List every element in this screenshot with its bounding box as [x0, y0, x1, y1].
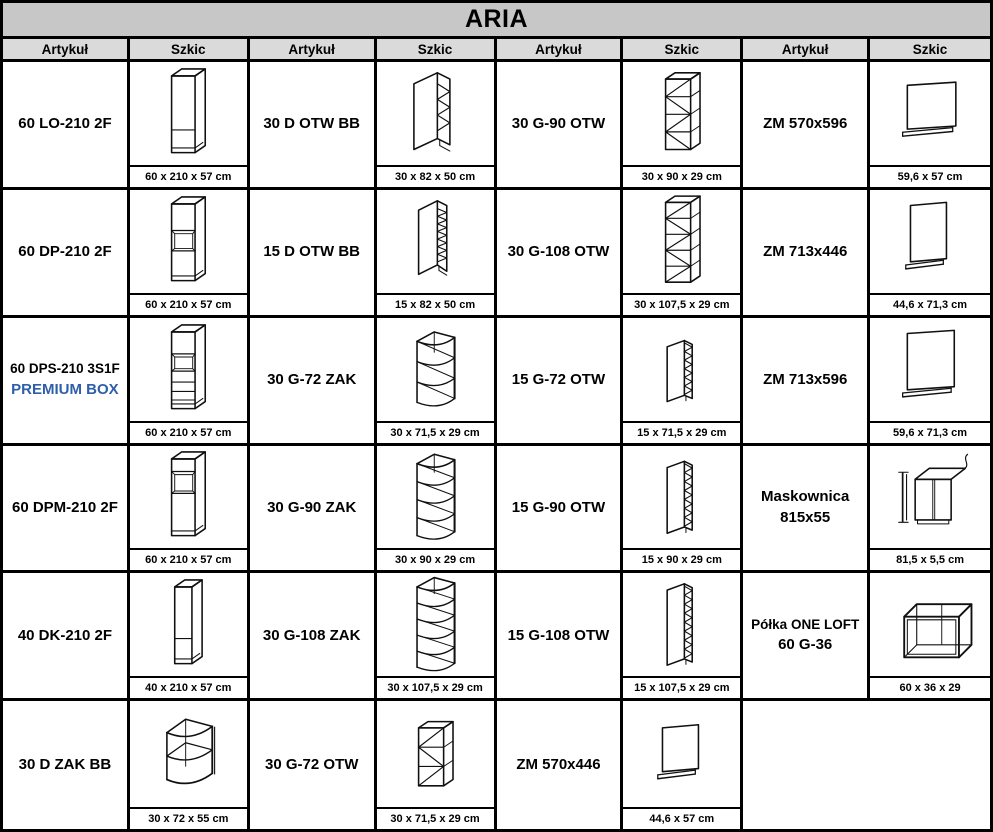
product-code: ZM 570x596 [763, 115, 848, 133]
szkic-cell [377, 62, 497, 190]
sketch-maskownica [870, 446, 990, 549]
corner-wall-5-drawing [392, 576, 478, 673]
sketch-tall-2f-40 [130, 573, 247, 676]
panel-713x446-drawing [887, 193, 973, 290]
dimension-caption: 15 x 107,5 x 29 cm [623, 676, 740, 698]
wall-open-3-drawing [392, 706, 478, 803]
sketch-base-open-30 [377, 62, 494, 165]
sketch-loft-shelf [870, 573, 990, 676]
product-code: 60 LO-210 2F [18, 115, 112, 133]
column-header-artykul: Artykuł [3, 39, 130, 62]
column-header-artykul: Artykuł [743, 39, 870, 62]
dimension-caption: 60 x 210 x 57 cm [130, 421, 247, 443]
sketch-corner-wall-5 [377, 573, 494, 676]
product-code: Maskownica [760, 488, 850, 506]
product-code: 60 DP-210 2F [18, 243, 112, 261]
artykul-cell [497, 446, 624, 574]
product-code: 30 G-72 ZAK [267, 371, 357, 389]
tall-mw-drawing [145, 448, 231, 545]
szkic-cell [623, 190, 743, 318]
artykul-cell [250, 318, 377, 446]
artykul-cell [497, 62, 624, 190]
product-code: Półka ONE LOFT [751, 617, 860, 633]
sketch-panel-570x446 [623, 701, 740, 807]
sketch-corner-base-open [130, 701, 247, 807]
szkic-cell [870, 190, 990, 318]
tall-oven-drawing [145, 193, 231, 290]
dimension-caption: 44,6 x 57 cm [623, 807, 740, 829]
szkic-cell [623, 446, 743, 574]
product-code: 30 G-108 OTW [507, 243, 610, 261]
panel-570x596-drawing [887, 65, 973, 162]
loft-shelf-drawing [887, 576, 973, 673]
column-header-artykul: Artykuł [250, 39, 377, 62]
artykul-cell [497, 701, 624, 829]
sketch-wall-open-n15-3 [623, 318, 740, 421]
product-code: 15 G-108 OTW [507, 626, 610, 644]
column-header-szkic: Szkic [623, 39, 743, 62]
szkic-cell [870, 446, 990, 574]
sketch-panel-713x596 [870, 318, 990, 421]
dimension-caption: 30 x 107,5 x 29 cm [377, 676, 494, 698]
szkic-cell [130, 573, 250, 701]
product-code: ZM 713x596 [763, 371, 848, 389]
szkic-cell [377, 446, 497, 574]
szkic-cell [623, 62, 743, 190]
artykul-cell [497, 573, 624, 701]
artykul-cell [3, 701, 130, 829]
panel-713x596-drawing [887, 321, 973, 418]
maskownica-drawing [887, 448, 973, 545]
corner-wall-4-drawing [392, 448, 478, 545]
artykul-cell [743, 62, 870, 190]
product-code-secondary: PREMIUM BOX [11, 380, 119, 398]
artykul-cell [250, 62, 377, 190]
wall-open-5-drawing [639, 193, 725, 290]
szkic-cell [623, 318, 743, 446]
base-open-30-drawing [392, 65, 478, 162]
artykul-cell [250, 573, 377, 701]
corner-wall-3-drawing [392, 321, 478, 418]
szkic-cell [870, 62, 990, 190]
szkic-cell [130, 446, 250, 574]
artykul-cell [743, 446, 870, 574]
dimension-caption: 30 x 90 x 29 cm [377, 548, 494, 570]
sketch-wall-open-3 [377, 701, 494, 807]
szkic-cell [130, 190, 250, 318]
corner-base-open-drawing [145, 706, 231, 803]
product-code: 15 G-90 OTW [511, 498, 606, 516]
sketch-panel-713x446 [870, 190, 990, 293]
szkic-cell [130, 701, 250, 829]
dimension-caption: 30 x 71,5 x 29 cm [377, 421, 494, 443]
dimension-caption: 60 x 210 x 57 cm [130, 548, 247, 570]
product-code: 60 DPM-210 2F [11, 498, 118, 516]
dimension-caption: 30 x 71,5 x 29 cm [377, 807, 494, 829]
sketch-tall-mw [130, 446, 247, 549]
dimension-caption: 15 x 82 x 50 cm [377, 293, 494, 315]
product-code: 30 G-108 ZAK [262, 626, 361, 644]
szkic-cell [623, 573, 743, 701]
artykul-cell [497, 190, 624, 318]
product-code: 30 G-72 OTW [265, 756, 359, 774]
szkic-cell [130, 318, 250, 446]
wall-open-n15-3-drawing [639, 321, 725, 418]
dimension-caption: 30 x 82 x 50 cm [377, 165, 494, 187]
column-header-artykul: Artykuł [497, 39, 624, 62]
product-code: 40 DK-210 2F [17, 626, 113, 644]
panel-570x446-drawing [639, 706, 725, 803]
dimension-caption: 60 x 36 x 29 [870, 676, 990, 698]
dimension-caption: 15 x 71,5 x 29 cm [623, 421, 740, 443]
tall-2f-drawing [145, 65, 231, 162]
dimension-caption: 40 x 210 x 57 cm [130, 676, 247, 698]
artykul-cell [743, 190, 870, 318]
sketch-wall-open-n15-5 [623, 573, 740, 676]
sketch-corner-wall-4 [377, 446, 494, 549]
sketch-tall-2f [130, 62, 247, 165]
column-header-szkic: Szkic [377, 39, 497, 62]
product-code: 30 D OTW BB [263, 115, 361, 133]
product-code: ZM 570x446 [516, 756, 601, 774]
artykul-cell [3, 190, 130, 318]
dimension-caption: 30 x 90 x 29 cm [623, 165, 740, 187]
dimension-caption: 59,6 x 71,3 cm [870, 421, 990, 443]
tall-2f-40-drawing [145, 576, 231, 673]
artykul-cell [3, 318, 130, 446]
sketch-wall-open-4 [623, 62, 740, 165]
column-header-szkic: Szkic [130, 39, 250, 62]
product-code-secondary: 60 G-36 [778, 636, 833, 654]
wall-open-n15-5-drawing [639, 576, 725, 673]
sketch-tall-oven [130, 190, 247, 293]
szkic-cell [130, 62, 250, 190]
base-open-15-drawing [392, 193, 478, 290]
column-header-szkic: Szkic [870, 39, 990, 62]
dimension-caption: 60 x 210 x 57 cm [130, 293, 247, 315]
product-code: 15 D OTW BB [263, 243, 361, 261]
dimension-caption: 60 x 210 x 57 cm [130, 165, 247, 187]
szkic-cell [377, 318, 497, 446]
product-code: 30 D ZAK BB [18, 756, 112, 774]
szkic-cell [623, 701, 743, 829]
artykul-cell [250, 446, 377, 574]
szkic-cell [377, 573, 497, 701]
artykul-cell [3, 573, 130, 701]
dimension-caption: 59,6 x 57 cm [870, 165, 990, 187]
artykul-cell [250, 190, 377, 318]
product-code: 30 G-90 OTW [511, 115, 606, 133]
sketch-wall-open-n15-4 [623, 446, 740, 549]
artykul-cell [743, 573, 870, 701]
sketch-wall-open-5 [623, 190, 740, 293]
dimension-caption: 30 x 107,5 x 29 cm [623, 293, 740, 315]
artykul-cell [250, 701, 377, 829]
artykul-cell [743, 318, 870, 446]
catalog-title: ARIA [3, 3, 990, 39]
product-code: 15 G-72 OTW [511, 371, 606, 389]
dimension-caption: 81,5 x 5,5 cm [870, 548, 990, 570]
dimension-caption: 30 x 72 x 55 cm [130, 807, 247, 829]
product-code: 30 G-90 ZAK [267, 498, 357, 516]
wall-open-4-drawing [639, 65, 725, 162]
product-code: ZM 713x446 [763, 243, 848, 261]
szkic-cell [870, 318, 990, 446]
szkic-cell [377, 701, 497, 829]
empty-cell [743, 701, 990, 829]
artykul-cell [3, 446, 130, 574]
sketch-tall-oven-drawers [130, 318, 247, 421]
artykul-cell [497, 318, 624, 446]
szkic-cell [377, 190, 497, 318]
tall-oven-drawers-drawing [145, 321, 231, 418]
dimension-caption: 44,6 x 71,3 cm [870, 293, 990, 315]
product-code-secondary: 815x55 [780, 509, 831, 527]
dimension-caption: 15 x 90 x 29 cm [623, 548, 740, 570]
sketch-panel-570x596 [870, 62, 990, 165]
szkic-cell [870, 573, 990, 701]
sketch-corner-wall-3 [377, 318, 494, 421]
artykul-cell [3, 62, 130, 190]
product-code: 60 DPS-210 3S1F [10, 361, 120, 377]
sketch-base-open-15 [377, 190, 494, 293]
wall-open-n15-4-drawing [639, 448, 725, 545]
